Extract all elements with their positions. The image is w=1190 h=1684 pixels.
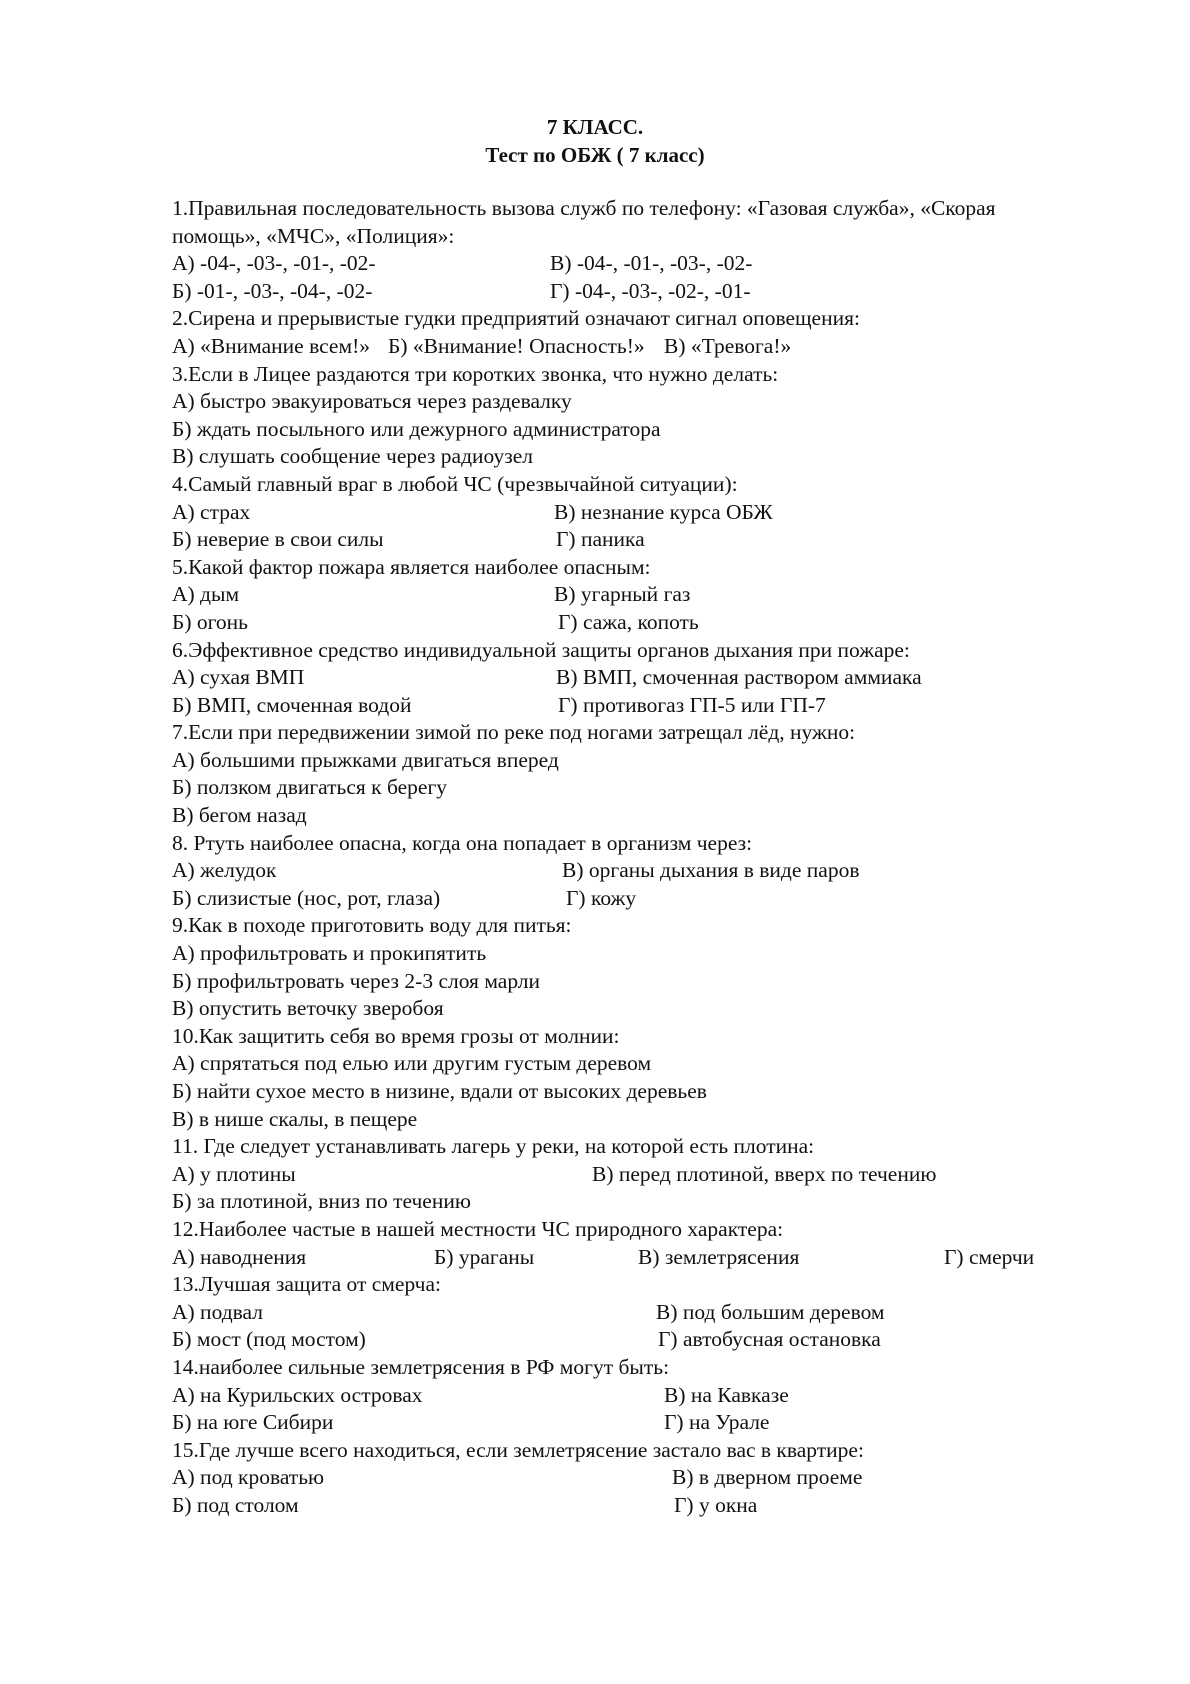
question-6-text: 6.Эффективное средство индивидуальной защиты органов дыхания при пожаре: bbox=[172, 637, 910, 662]
question-12-option-a: А) наводнения bbox=[172, 1244, 307, 1269]
question-12-option-g: Г) смерчи bbox=[944, 1244, 1035, 1269]
question-1-option-g: Г) -04-, -03-, -02-, -01- bbox=[550, 278, 751, 303]
question-11-text: 11. Где следует устанавливать лагерь у реки, на которой есть плотина: bbox=[172, 1134, 815, 1159]
question-6-option-g: Г) противогаз ГП-5 или ГП-7 bbox=[558, 692, 826, 717]
question-13-option-b: Б) мост (под мостом) bbox=[172, 1327, 366, 1352]
question-15-text: 15.Где лучше всего находиться, если землетрясение застало вас в квартире: bbox=[172, 1437, 864, 1462]
question-1-text-cont: помощь», «МЧС», «Полиция»: bbox=[172, 223, 455, 248]
question-3-option-b: Б) ждать посыльного или дежурного администратора bbox=[172, 416, 661, 441]
question-5-text: 5.Какой фактор пожара является наиболее опасным: bbox=[172, 554, 651, 579]
question-7-text: 7.Если при передвижении зимой по реке под ногами затрещал лёд, нужно: bbox=[172, 720, 856, 745]
question-2-option-v: В) «Тревога!» bbox=[664, 333, 792, 358]
question-9-option-a: А) профильтровать и прокипятить bbox=[172, 941, 487, 966]
question-11-option-b: Б) за плотиной, вниз по течению bbox=[172, 1189, 471, 1214]
question-8-option-v: В) органы дыхания в виде паров bbox=[562, 858, 860, 883]
question-13-option-g: Г) автобусная остановка bbox=[658, 1327, 881, 1352]
question-10-option-b: Б) найти сухое место в низине, вдали от высоких деревьев bbox=[172, 1079, 707, 1103]
question-9-option-v: В) опустить веточку зверобоя bbox=[172, 996, 444, 1021]
question-10-text: 10.Как защитить себя во время грозы от молнии: bbox=[172, 1023, 620, 1048]
question-3-option-v: В) слушать сообщение через радиоузел bbox=[172, 444, 533, 469]
question-15-option-b: Б) под столом bbox=[172, 1492, 299, 1517]
question-13-text: 13.Лучшая защита от смерча: bbox=[172, 1272, 441, 1297]
question-7-option-v: В) бегом назад bbox=[172, 803, 307, 828]
question-15-option-g: Г) у окна bbox=[674, 1492, 758, 1517]
question-9-text: 9.Как в походе приготовить воду для питья: bbox=[172, 913, 572, 938]
questions-list bbox=[172, 195, 1132, 1520]
question-1-text: 1.Правильная последовательность вызова служб по телефону: «Газовая служба», «Скорая bbox=[172, 196, 996, 220]
question-5-option-a: А) дым bbox=[172, 582, 240, 607]
question-8-option-b: Б) слизистые (нос, рот, глаза) bbox=[172, 885, 441, 910]
question-8-text: 8. Ртуть наиболее опасна, когда она попадает в организм через: bbox=[172, 830, 753, 855]
question-7-option-a: А) большими прыжками двигаться вперед bbox=[172, 747, 559, 772]
question-9-option-b: Б) профильтровать через 2-3 слоя марли bbox=[172, 968, 541, 993]
question-6-option-a: А) сухая ВМП bbox=[172, 665, 305, 690]
question-8-option-a: А) желудок bbox=[172, 858, 277, 883]
grade-heading: 7 КЛАСС. bbox=[546, 115, 644, 139]
question-2-option-a: А) «Внимание всем!» bbox=[172, 333, 370, 358]
question-4-option-v: В) незнание курса ОБЖ bbox=[554, 499, 773, 524]
question-2-option-b: Б) «Внимание! Опасность!» bbox=[388, 333, 645, 358]
test-title: Тест по ОБЖ ( 7 класс) bbox=[485, 143, 705, 167]
question-12-option-b: Б) ураганы bbox=[434, 1244, 535, 1269]
question-13-option-a: А) подвал bbox=[172, 1299, 263, 1324]
question-4-option-g: Г) паника bbox=[556, 527, 645, 552]
question-14-option-a: А) на Курильских островах bbox=[172, 1382, 423, 1407]
question-8-option-g: Г) кожу bbox=[566, 885, 637, 910]
question-5-option-g: Г) сажа, копоть bbox=[558, 609, 699, 634]
question-1-option-a: А) -04-, -03-, -01-, -02- bbox=[172, 251, 376, 276]
question-14-option-v: В) на Кавказе bbox=[664, 1382, 789, 1407]
question-3-option-a: А) быстро эвакуироваться через раздевалку bbox=[172, 389, 572, 414]
question-1-option-v: В) -04-, -01-, -03-, -02- bbox=[550, 251, 753, 276]
question-6-option-b: Б) ВМП, смоченная водой bbox=[172, 692, 412, 717]
question-5-option-b: Б) огонь bbox=[172, 609, 248, 634]
question-11-option-v: В) перед плотиной, вверх по течению bbox=[592, 1161, 937, 1186]
question-10-option-a: А) спрятаться под елью или другим густым деревом bbox=[172, 1051, 652, 1076]
question-4-option-b: Б) неверие в свои силы bbox=[172, 527, 384, 552]
question-15-option-v: В) в дверном проеме bbox=[672, 1465, 863, 1490]
question-3-text: 3.Если в Лицее раздаются три коротких звонка, что нужно делать: bbox=[172, 361, 779, 386]
question-4-option-a: А) страх bbox=[172, 499, 251, 524]
question-15-option-a: А) под кроватью bbox=[172, 1465, 325, 1490]
question-4-text: 4.Самый главный враг в любой ЧС (чрезвычайной ситуации): bbox=[172, 471, 738, 496]
question-2-text: 2.Сирена и прерывистые гудки предприятий означают сигнал оповещения: bbox=[172, 306, 860, 331]
question-11-option-a: А) у плотины bbox=[172, 1161, 296, 1186]
question-14-text: 14.наиболее сильные землетрясения в РФ могут быть: bbox=[172, 1354, 670, 1379]
question-10-option-v: В) в нише скалы, в пещере bbox=[172, 1106, 418, 1131]
question-6-option-v: В) ВМП, смоченная раствором аммиака bbox=[556, 665, 922, 690]
question-1-option-b: Б) -01-, -03-, -04-, -02- bbox=[172, 278, 373, 303]
question-12-text: 12.Наиболее частые в нашей местности ЧС природного характера: bbox=[172, 1216, 784, 1241]
question-14-option-b: Б) на юге Сибири bbox=[172, 1410, 334, 1435]
question-7-option-b: Б) ползком двигаться к берегу bbox=[172, 775, 448, 800]
question-13-option-v: В) под большим деревом bbox=[656, 1299, 885, 1324]
question-12-option-v: В) землетрясения bbox=[638, 1244, 800, 1269]
question-14-option-g: Г) на Урале bbox=[664, 1410, 770, 1435]
question-5-option-v: В) угарный газ bbox=[554, 582, 691, 607]
